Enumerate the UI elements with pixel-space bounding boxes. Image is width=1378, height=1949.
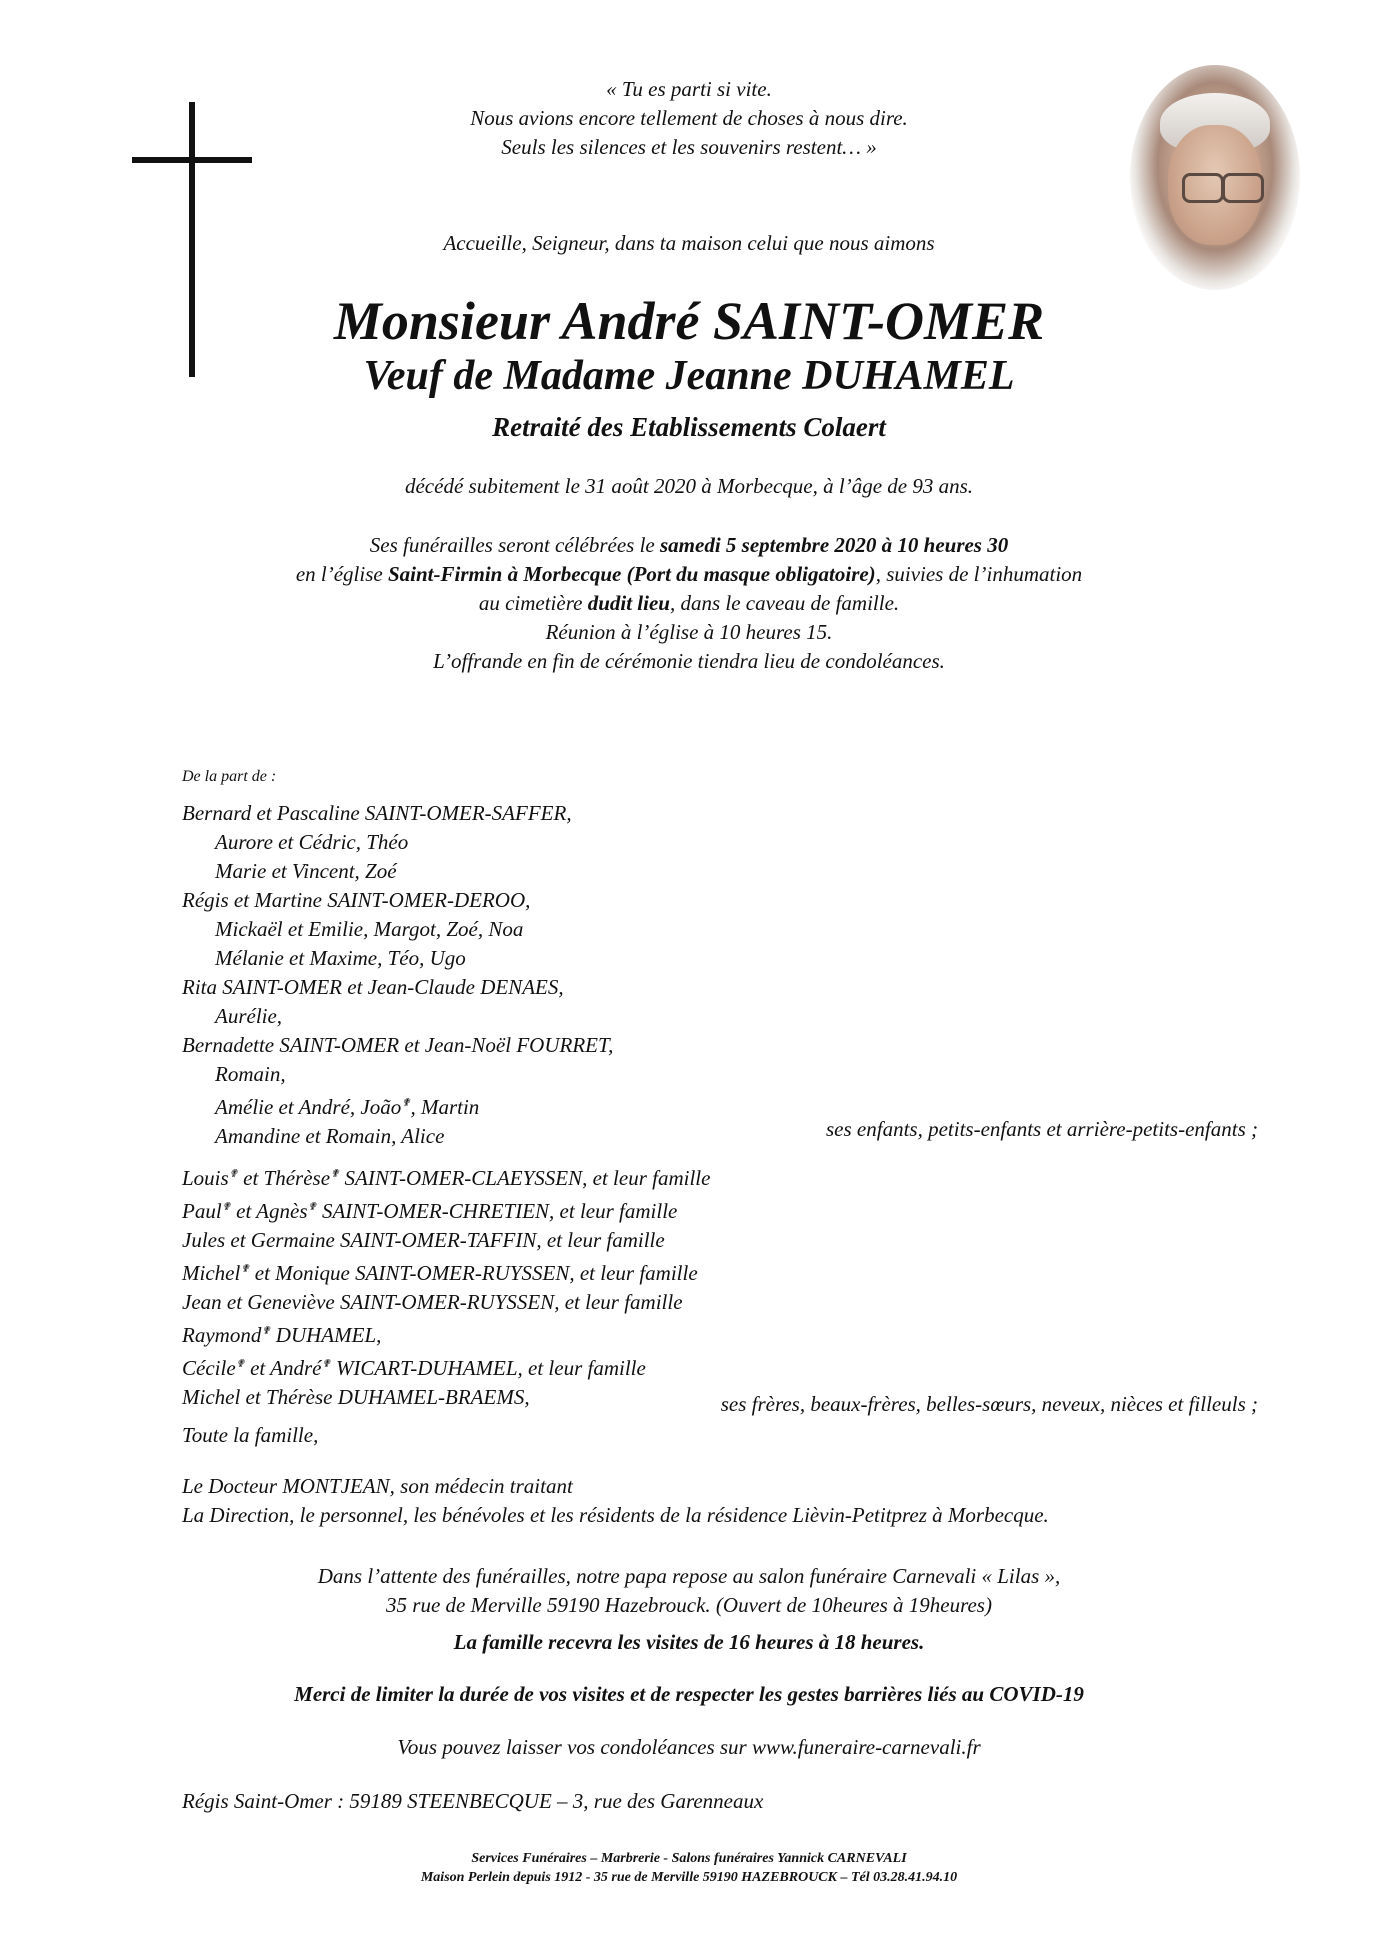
deceased-cross-mark: ✟: [401, 1097, 411, 1109]
church-intro: en l’église: [295, 562, 388, 586]
retired-line: Retraité des Etablissements Colaert: [492, 412, 886, 442]
condolences-website: Vous pouvez laisser vos condoléances sur www.funeraire-carnevali.fr: [397, 1735, 981, 1759]
footer: [0, 1849, 1378, 1887]
deceased-cross-mark: ✟: [235, 1358, 245, 1370]
deceased-cross-mark: ✟: [261, 1325, 271, 1337]
family-line: Mélanie et Maxime, Téo, Ugo: [215, 946, 466, 970]
viewing-line-2: 35 rue de Merville 59190 Hazebrouck. (Ouvert de 10heures à 19heures): [386, 1593, 992, 1617]
family-line: Bernard et Pascaline SAINT-OMER-SAFFER,: [182, 801, 572, 825]
family-line: Amandine et Romain, Alice: [215, 1124, 445, 1148]
quote-line-2: Nous avions encore tellement de choses à nous dire.: [470, 106, 908, 130]
family-line: Jean et Geneviève SAINT-OMER-RUYSSEN, et leur famille: [182, 1290, 683, 1314]
family-text: WICART-DUHAMEL, et leur famille: [330, 1356, 646, 1380]
de-la-part-label: De la part de :: [182, 768, 277, 785]
cemetery-place: dudit lieu: [587, 591, 670, 615]
family-line: Rita SAINT-OMER et Jean-Claude DENAES,: [182, 975, 564, 999]
quote-line-1: « Tu es parti si vite.: [606, 77, 772, 101]
family-text: et André: [244, 1356, 322, 1380]
deceased-cross-mark: ✟: [240, 1263, 250, 1275]
footer-line-2: Maison Perlein depuis 1912 - 35 rue de Merville 59190 HAZEBROUCK – Tél 03.28.41.94.10: [420, 1870, 958, 1885]
family-text: SAINT-OMER-CLAEYSSEN, et leur famille: [339, 1166, 711, 1190]
children-relation: ses enfants, petits-enfants et arrière-petits-enfants ;: [826, 1117, 1258, 1141]
family-text: Paul: [182, 1199, 222, 1223]
portrait-glasses-right: [1222, 173, 1264, 203]
funeral-details: [0, 531, 1378, 676]
family-line: [182, 1193, 710, 1226]
family-line: [182, 1350, 710, 1383]
visiting-hours: La famille recevra les visites de 16 heures à 18 heures.: [453, 1630, 925, 1654]
deceased-cross-mark: ✟: [221, 1201, 231, 1213]
family-text: Amélie et André, João: [215, 1095, 402, 1119]
family-line: [182, 1255, 710, 1288]
burial-intro: , suivies de l’inhumation: [875, 562, 1083, 586]
covid-notice: Merci de limiter la durée de vos visites et de respecter les gestes barrières liés au COVID-19: [294, 1682, 1084, 1706]
siblings-relation: ses frères, beaux-frères, belles-sœurs, neveux, nièces et filleuls ;: [720, 1392, 1258, 1416]
deceased-cross-mark: ✟: [307, 1201, 317, 1213]
portrait-glasses-left: [1182, 173, 1224, 203]
family-line: [182, 1089, 613, 1122]
family-line: Aurore et Cédric, Théo: [215, 830, 409, 854]
funeral-line-1: [0, 531, 1378, 560]
children-list: [182, 799, 613, 1151]
footer-line-1: Services Funéraires – Marbrerie - Salons funéraires Yannick CARNEVALI: [471, 1851, 907, 1866]
other-mentions: [182, 1472, 1049, 1530]
deceased-name: Monsieur André SAINT-OMER: [333, 291, 1045, 351]
deceased-cross-mark: ✟: [330, 1168, 340, 1180]
family-line: Mickaël et Emilie, Margot, Zoé, Noa: [215, 917, 524, 941]
family-text: SAINT-OMER-CHRETIEN, et leur famille: [316, 1199, 678, 1223]
widower-line: Veuf de Madame Jeanne DUHAMEL: [363, 353, 1015, 399]
family-text: Raymond: [182, 1323, 262, 1347]
vault-text: , dans le caveau de famille.: [669, 591, 900, 615]
family-line: Michel et Thérèse DUHAMEL-BRAEMS,: [182, 1385, 530, 1409]
meeting-time: Réunion à l’église à 10 heures 15.: [545, 620, 833, 644]
viewing-info: [0, 1562, 1378, 1620]
family-address: Régis Saint-Omer : 59189 STEENBECQUE – 3, rue des Garenneaux: [182, 1789, 764, 1813]
family-line: [182, 1317, 710, 1350]
deceased-cross-mark: ✟: [321, 1358, 331, 1370]
family-text: , Martin: [410, 1095, 480, 1119]
cemetery-intro: au cimetière: [478, 591, 588, 615]
family-text: et Monique SAINT-OMER-RUYSSEN, et leur famille: [249, 1261, 698, 1285]
funeral-intro: Ses funérailles seront célébrées le: [369, 533, 660, 557]
offering-note: L’offrande en fin de cérémonie tiendra lieu de condoléances.: [433, 649, 945, 673]
family-line: Aurélie,: [215, 1004, 283, 1028]
siblings-list: [182, 1160, 710, 1412]
funeral-line-3: [0, 589, 1378, 618]
family-text: Louis: [182, 1166, 229, 1190]
family-text: et Thérèse: [237, 1166, 331, 1190]
family-line: Jules et Germaine SAINT-OMER-TAFFIN, et leur famille: [182, 1228, 665, 1252]
family-line: [182, 1160, 710, 1193]
residence-line: La Direction, le personnel, les bénévoles et les résidents de la résidence Lièvin-Petitprez à Morbecque.: [182, 1503, 1049, 1527]
family-text: et Agnès: [230, 1199, 308, 1223]
funeral-date: samedi 5 septembre 2020 à 10 heures 30: [660, 533, 1009, 557]
doctor-line: Le Docteur MONTJEAN, son médecin traitant: [182, 1474, 573, 1498]
church-name: Saint-Firmin à Morbecque (Port du masque obligatoire): [387, 562, 876, 586]
family-line: Régis et Martine SAINT-OMER-DEROO,: [182, 888, 531, 912]
family-line: Marie et Vincent, Zoé: [215, 859, 397, 883]
funeral-line-2: [0, 560, 1378, 589]
family-line: Bernadette SAINT-OMER et Jean-Noël FOURRET,: [182, 1033, 614, 1057]
family-line: Romain,: [215, 1062, 286, 1086]
family-text: Michel: [182, 1261, 241, 1285]
family-text: DUHAMEL,: [270, 1323, 382, 1347]
prayer-line: Accueille, Seigneur, dans ta maison celui que nous aimons: [443, 231, 935, 255]
opening-quote: [0, 75, 1378, 162]
family-text: Cécile: [182, 1356, 236, 1380]
deceased-cross-mark: ✟: [228, 1168, 238, 1180]
whole-family-line: Toute la famille,: [182, 1423, 319, 1447]
viewing-line-1: Dans l’attente des funérailles, notre papa repose au salon funéraire Carnevali « Lilas »,: [317, 1564, 1061, 1588]
quote-line-3: Seuls les silences et les souvenirs restent… »: [501, 135, 877, 159]
death-notice-line: décédé subitement le 31 août 2020 à Morbecque, à l’âge de 93 ans.: [404, 474, 974, 498]
